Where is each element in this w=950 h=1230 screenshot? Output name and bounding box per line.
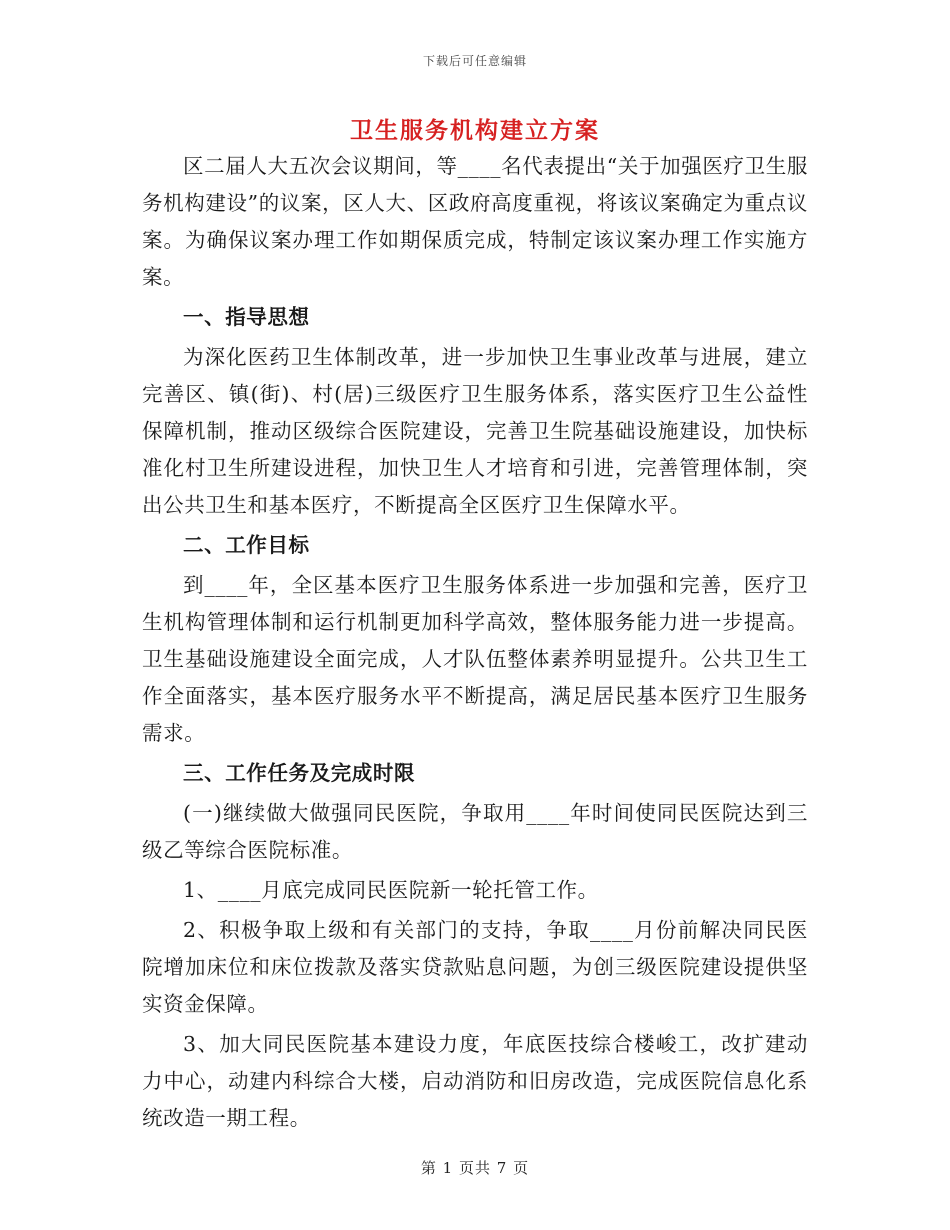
page-footer: 第 1 页共 7 页: [420, 1159, 530, 1177]
paragraph-task-1-item-1: 1、____月底完成同民医院新一轮托管工作。: [183, 878, 599, 902]
section-heading-guiding-ideology: 一、指导思想: [183, 305, 310, 329]
intro-paragraph: 区二届人大五次会议期间，等____名代表提出“关于加强医疗卫生服务机构建设”的议案，区人大、区政府高度重视，将该议案确定为重点议案。为确保议案办理工作如期保质完成，特制定该议案办理工作实施方案。: [142, 154, 808, 289]
paragraph-work-goals: 到____年，全区基本医疗卫生服务体系进一步加强和完善，医疗卫生机构管理体制和运行机制更加科学高效，整体服务能力进一步提高。卫生基础设施建设全面完成，人才队伍整体素养明显提升。公共卫生工作全面落实，基本医疗服务水平不断提高，满足居民基本医疗卫生服务需求。: [142, 573, 808, 745]
paragraph-task-1: (一)继续做大做强同民医院，争取用____年时间使同民医院达到三级乙等综合医院标准。: [142, 801, 808, 862]
paragraph-task-1-item-2: 2、积极争取上级和有关部门的支持，争取____月份前解决同民医院增加床位和床位拨款及落实贷款贴息问题，为创三级医院建设提供坚实资金保障。: [142, 918, 808, 1016]
section-heading-work-goals: 二、工作目标: [183, 533, 310, 557]
paragraph-task-1-item-3: 3、加大同民医院基本建设力度，年底医技综合楼峻工，改扩建动力中心，动建内科综合大楼，启动消防和旧房改造，完成医院信息化系统改造一期工程。: [142, 1032, 808, 1130]
header-note: 下载后可任意编辑: [422, 54, 527, 68]
section-heading-tasks-deadlines: 三、工作任务及完成时限: [183, 761, 416, 785]
document-body: [142, 148, 808, 1137]
document-title: 卫生服务机构建立方案: [350, 117, 600, 144]
paragraph-guiding-ideology: 为深化医药卫生体制改革，进一步加快卫生事业改革与进展，建立完善区、镇(街)、村(居)三级医疗卫生服务体系，落实医疗卫生公益性保障机制，推动区级综合医院建设，完善卫生院基础设施建设，加快标准化村卫生所建设进程，加快卫生人才培育和引进，完善管理体制，突出公共卫生和基本医疗，不断提高全区医疗卫生保障水平。: [142, 345, 808, 517]
